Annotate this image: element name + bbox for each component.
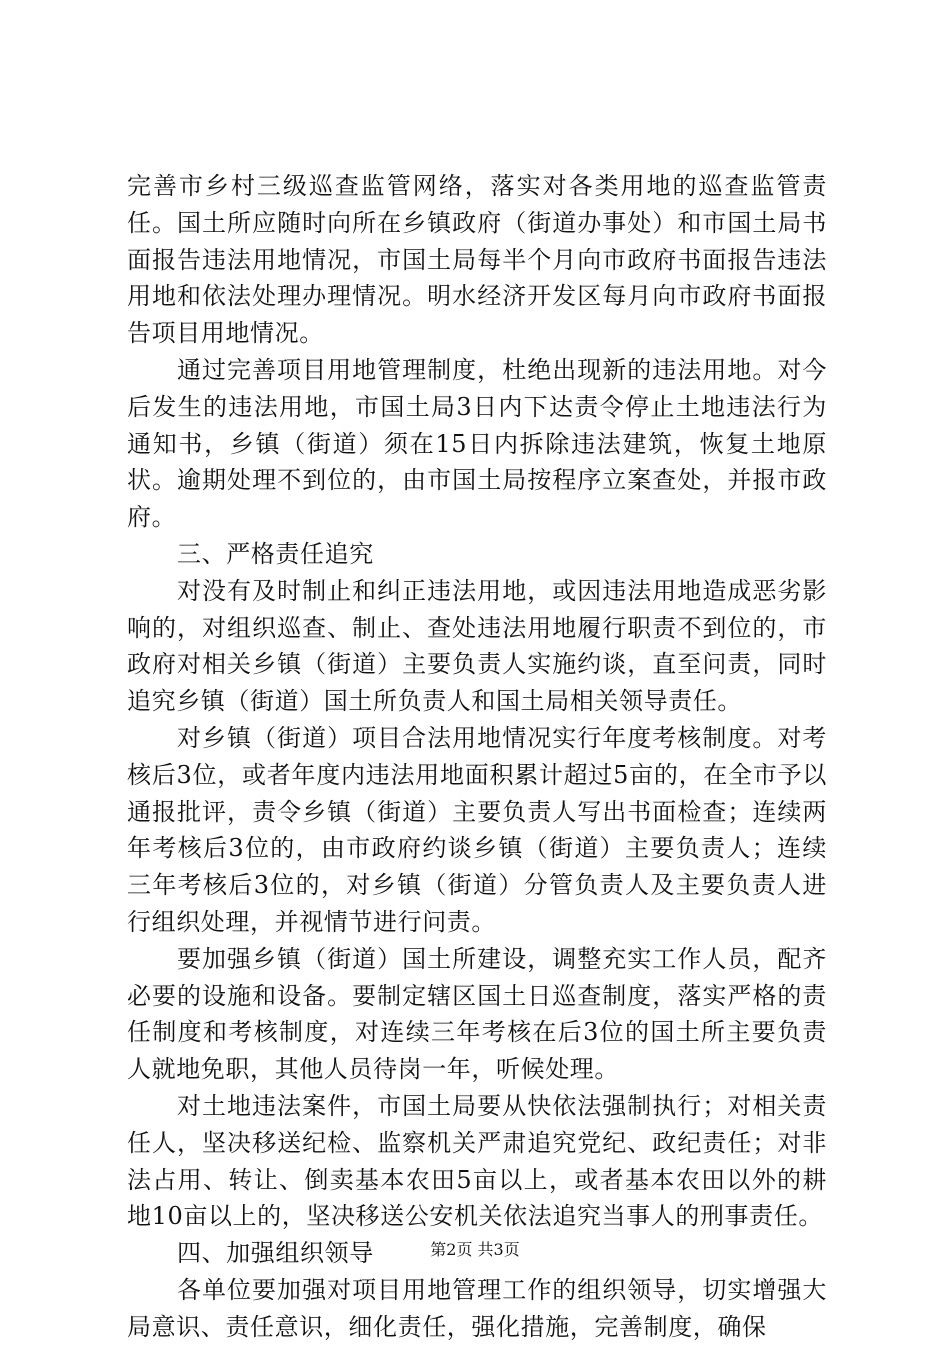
section-heading: 四、加强组织领导 — [177, 1239, 374, 1268]
paragraph: 要加强乡镇（街道）国土所建设，调整充实工作人员，配齐必要的设施和设备。要制定辖区国土日巡查制度，落实严格的责任制度和考核制度，对连续三年考核在后3位的国土所主要负责人就地免职，其他人员待岗一年，听候处理。 — [127, 944, 827, 1084]
section-heading: 三、严格责任追究 — [177, 539, 374, 568]
paragraph: 对土地违法案件，市国土局要从快依法强制执行；对相关责任人，坚决移送纪检、监察机关严肃追究党纪、政纪责任；对非法占用、转让、倒卖基本农田5亩以上，或者基本农田以外的耕地10亩以上的，坚决移送公安机关依法追究当事人的刑事责任。 — [127, 1091, 827, 1231]
document-body — [127, 168, 827, 1346]
paragraph: 对乡镇（街道）项目合法用地情况实行年度考核制度。对考核后3位，或者年度内违法用地面积累计超过5亩的，在全市予以通报批评，责令乡镇（街道）主要负责人写出书面检查；连续两年考核后3位的，由市政府约谈乡镇（街道）主要负责人；连续三年考核后3位的，对乡镇（街道）分管负责人及主要负责人进行组织处理，并视情节进行问责。 — [127, 723, 827, 936]
paragraph: 各单位要加强对项目用地管理工作的组织领导，切实增强大局意识、责任意识，细化责任，强化措施，完善制度，确保 — [127, 1275, 827, 1341]
paragraph: 对没有及时制止和纠正违法用地，或因违法用地造成恶劣影响的，对组织巡查、制止、查处违法用地履行职责不到位的，市政府对相关乡镇（街道）主要负责人实施约谈，直至问责，同时追究乡镇（街道）国土所负责人和国土局相关领导责任。 — [127, 576, 827, 716]
paragraph: 完善市乡村三级巡查监管网络，落实对各类用地的巡查监管责任。国土所应随时向所在乡镇政府（街道办事处）和市国土局书面报告违法用地情况，市国土局每半个月向市政府书面报告违法用地和依法处理办理情况。明水经济开发区每月向市政府书面报告项目用地情况。 — [127, 172, 827, 348]
paragraph: 通过完善项目用地管理制度，杜绝出现新的违法用地。对今后发生的违法用地，市国土局3日内下达责令停止土地违法行为通知书，乡镇（街道）须在15日内拆除违法建筑，恢复土地原状。逾期处理不到位的，由市国土局按程序立案查处，并报市政府。 — [127, 355, 827, 532]
page-number-footer: 第2页 共3页 — [430, 1240, 520, 1259]
